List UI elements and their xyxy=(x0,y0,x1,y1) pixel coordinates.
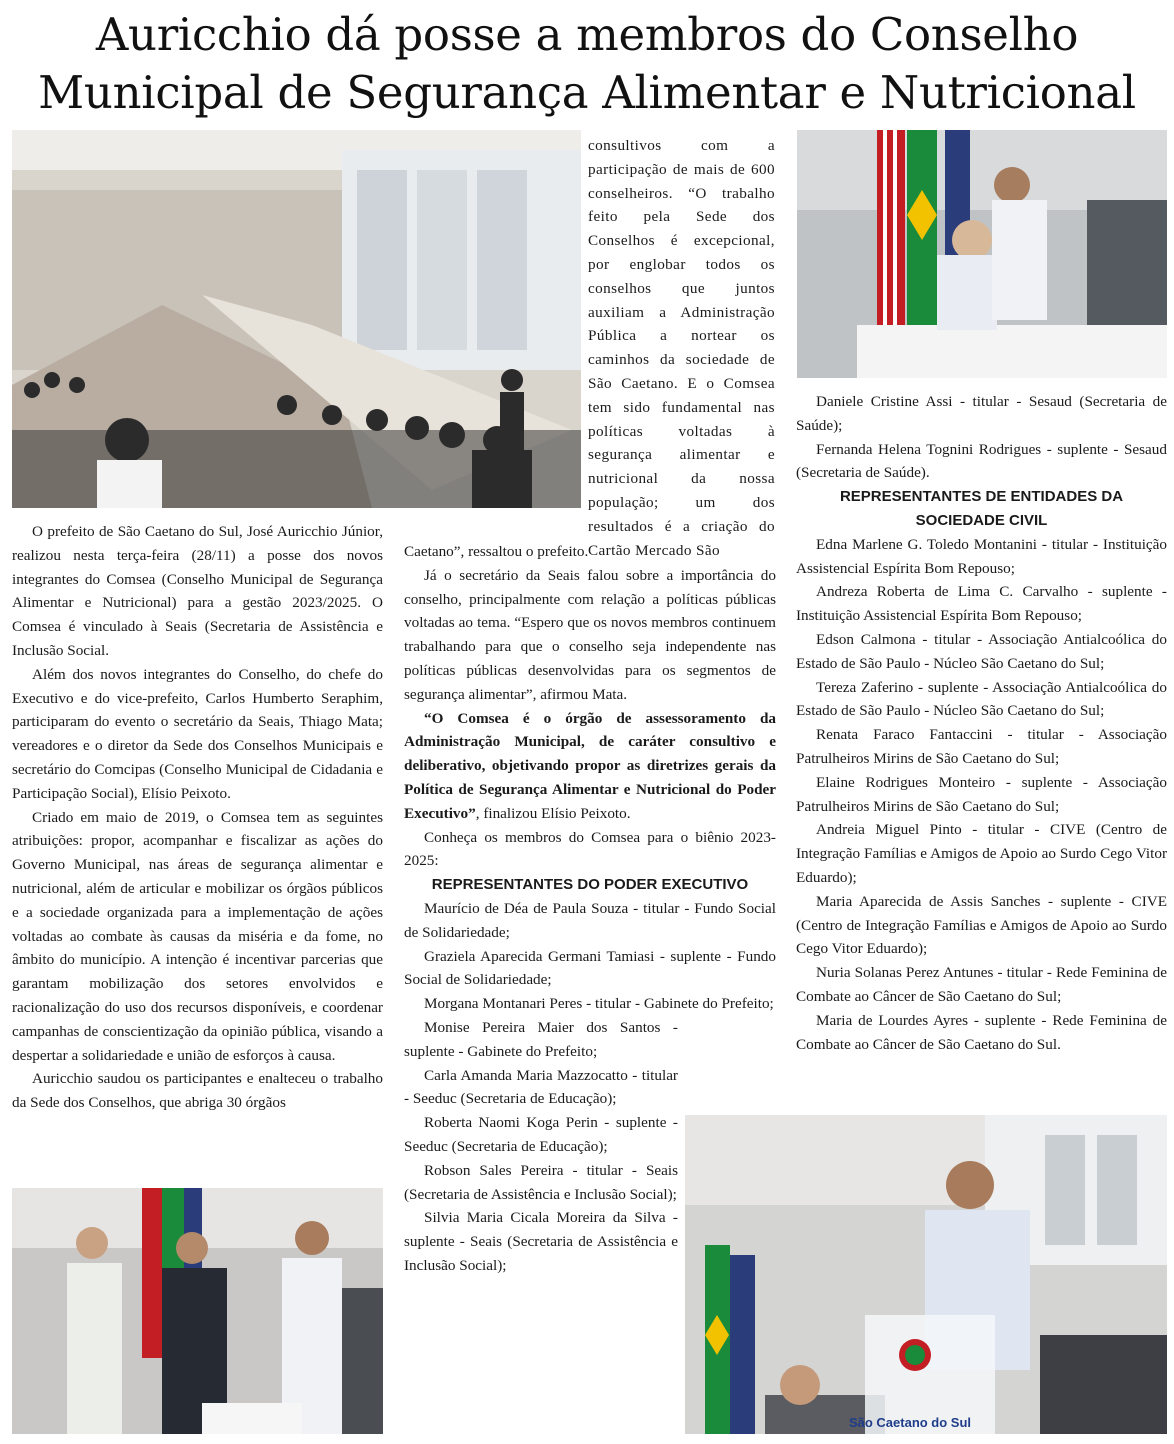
member-item: Renata Faraco Fantaccini - titular - Associação Patrulheiros Mirins de São Caetano do Sul; xyxy=(796,726,1167,767)
member-item: Fernanda Helena Tognini Rodrigues - suplente - Sesaud (Secretaria de Saúde). xyxy=(796,440,1167,482)
member-item: Graziela Aparecida Germani Tamiasi - suplente - Fundo Social de Solidariedade; xyxy=(404,947,776,989)
member-item: Elaine Rodrigues Monteiro - suplente - Associação Patrulheiros Mirins de São Caetano do Sul; xyxy=(796,773,1167,815)
member-item: Nuria Solanas Perez Antunes - titular - Rede Feminina de Combate ao Câncer de São Caetano do Sul; xyxy=(796,964,1167,1005)
headline-line-2: Municipal de Segurança Alimentar e Nutricional xyxy=(38,66,1136,119)
col1-paragraph-2: Além dos novos integrantes do Conselho, do chefe do Executivo e do vice-prefeito, Carlos Humberto Seraphim, participaram do evento o secretário da Seais, Thiago Mata; vereadores e o diretor da Sede dos Conselhos Municipais e secretário do Comcipas (Conselho Municipal de Cidadania e Participação Social), Elísio Peixoto. xyxy=(12,665,383,802)
article-column-1 xyxy=(12,520,383,1115)
article-column-2 xyxy=(404,540,776,1278)
col2-paragraph-2: Já o secretário da Seais falou sobre a importância do conselho, principalmente com relação a políticas públicas voltadas ao tema. “Espero que os novos membros continuem trabalhando para que o conselho seja independente nas políticas públicas desenvolvidas para os segmentos de segurança alimentar”, afirmou Mata. xyxy=(404,566,776,703)
col1-paragraph-3: Criado em maio de 2019, o Comsea tem as seguintes atribuições: propor, acompanhar e fiscalizar as ações do Governo Municipal, nas áreas de segurança alimentar e nutricional, além de articular e mobilizar os órgãos públicos e a sociedade organizada para a implementação de ações voltadas ao combate às causas da miséria e da fome, no âmbito do município. A intenção é incentivar parcerias que garantam mobilização dos setores envolvidos e racionalização do uso dos recursos disponíveis, e coordenar campanhas de conscientização da opinião pública, visando a despertar a solidariedade e união de esforços à causa. xyxy=(12,808,383,1064)
col2-paragraph-1: Caetano”, ressaltou o prefeito. xyxy=(404,543,589,560)
member-item: Maria Aparecida de Assis Sanches - suplente - CIVE (Centro de Integração Famílias e Amigos de Apoio ao Surdo Cego Vitor Eduardo); xyxy=(796,892,1167,958)
member-item: Monise Pereira Maier dos Santos - suplente - Gabinete do Prefeito; xyxy=(404,1018,678,1060)
member-item: Daniele Cristine Assi - titular - Sesaud (Secretaria de Saúde); xyxy=(796,393,1167,434)
member-item: Robson Sales Pereira - titular - Seais (Secretaria de Assistência e Inclusão Social); xyxy=(404,1161,678,1203)
headline xyxy=(0,6,1174,122)
podium-sign-text: São Caetano do Sul xyxy=(848,1415,972,1430)
col2-top-paragraph: consultivos com a participação de mais de 600 conselheiros. “O trabalho feito pela Sede dos Conselhos é excepcional, por englobar todos os conselhos que juntos auxiliam a Administração Pública a nortear os caminhos da sociedade de São Caetano. E o Comsea tem sido fundamental nas políticas voltadas à segurança alimentar e nutricional da nossa população; um dos resultados é a criação do Cartão Mercado São xyxy=(588,137,775,559)
heading-sociedade-civil: REPRESENTANTES DE ENTIDADES DA SOCIEDADE CIVIL xyxy=(839,488,1124,529)
article-column-2-top xyxy=(588,134,775,562)
col2-paragraph-4: Conheça os membros do Comsea para o biênio 2023-2025: xyxy=(404,828,776,870)
headline-line-1: Auricchio dá posse a membros do Conselho xyxy=(95,8,1079,61)
article-column-3 xyxy=(796,390,1167,1056)
photo-signing xyxy=(797,130,1167,378)
member-item: Andreia Miguel Pinto - titular - CIVE (Centro de Integração Famílias e Amigos de Apoio ao Surdo Cego Vitor Eduardo); xyxy=(796,821,1167,886)
photo-group xyxy=(12,1188,383,1434)
heading-poder-executivo: REPRESENTANTES DO PODER EXECUTIVO xyxy=(431,876,749,894)
member-item: Maria de Lourdes Ayres - suplente - Rede Feminina de Combate ao Câncer de São Caetano do Sul. xyxy=(796,1011,1167,1053)
member-item: Edna Marlene G. Toledo Montanini - titular - Instituição Assistencial Espírita Bom Repouso; xyxy=(796,535,1167,577)
photo-meeting-room xyxy=(12,130,581,508)
member-item: Morgana Montanari Peres - titular - Gabinete do Prefeito; xyxy=(424,995,774,1013)
col1-paragraph-4: Auricchio saudou os participantes e enalteceu o trabalho da Sede dos Conselhos, que abriga 30 órgãos xyxy=(12,1070,383,1112)
member-item: Tereza Zaferino - suplente - Associação Antialcoólica do Estado de São Paulo - Núcleo São Caetano do Sul; xyxy=(796,678,1167,720)
col1-paragraph-1: O prefeito de São Caetano do Sul, José Auricchio Júnior, realizou nesta terça-feira (28/11) a posse dos novos integrantes do Comsea (Conselho Municipal de Segurança Alimentar e Nutricional) para a gestão 2023/2025. O Comsea é vinculado à Seais (Secretaria de Assistência e Inclusão Social. xyxy=(12,523,383,659)
col2-quote-bold: “O Comsea é o órgão de assessoramento da Administração Municipal, de caráter consultivo e deliberativo, objetivando propor as diretrizes gerais da Política de Segurança Alimentar e Nutricional do Poder Executivo” xyxy=(404,709,776,822)
member-item: Edson Calmona - titular - Associação Antialcoólica do Estado de São Paulo - Núcleo São Caetano do Sul; xyxy=(796,630,1167,672)
member-item: Andreza Roberta de Lima C. Carvalho - suplente - Instituição Assistencial Espírita Bom Repouso; xyxy=(796,583,1167,625)
member-item: Roberta Naomi Koga Perin - suplente - Seeduc (Secretaria de Educação); xyxy=(404,1114,678,1155)
col2-quote-tail: , finalizou Elísio Peixoto. xyxy=(475,804,631,822)
member-item: Maurício de Déa de Paula Souza - titular - Fundo Social de Solidariedade; xyxy=(404,899,776,941)
col2-quote xyxy=(404,707,776,826)
member-item: Silvia Maria Cicala Moreira da Silva - suplente - Seais (Secretaria de Assistência e Inclusão Social); xyxy=(404,1209,678,1274)
member-item: Carla Amanda Maria Mazzocatto - titular - Seeduc (Secretaria de Educação); xyxy=(404,1066,678,1108)
